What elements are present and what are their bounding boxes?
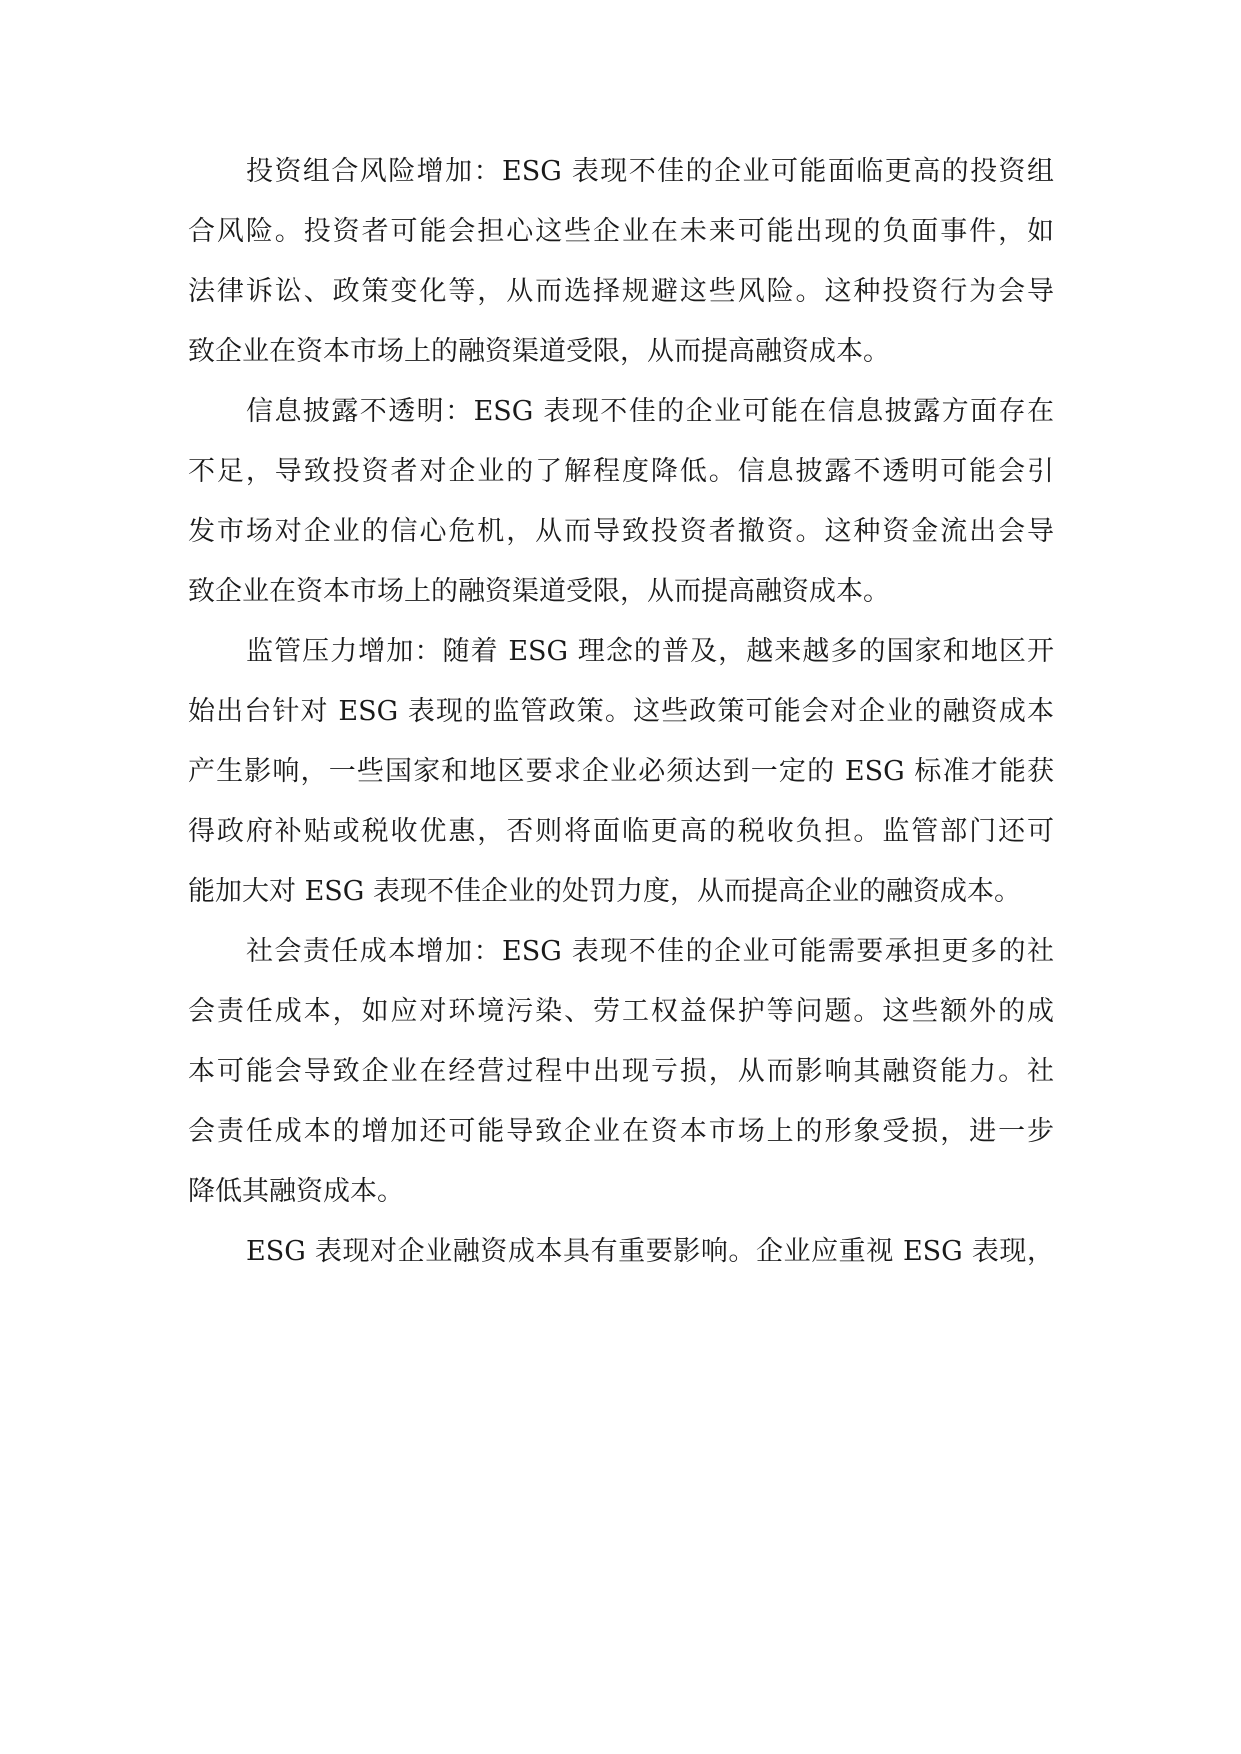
paragraph-line: 致企业在资本市场上的融资渠道受限，从而提高融资成本。 — [188, 576, 890, 607]
paragraph — [188, 622, 1054, 922]
document-body — [188, 142, 1054, 1282]
paragraph-line: 会责任成本的增加还可能导致企业在资本市场上的形象受损，进一步 — [188, 1116, 1054, 1147]
paragraph-line: 投资组合风险增加：ESG 表现不佳的企业可能面临更高的投资组 — [246, 156, 1054, 187]
paragraph-line: 发市场对企业的信心危机，从而导致投资者撤资。这种资金流出会导 — [188, 516, 1054, 547]
paragraph — [188, 142, 1054, 382]
paragraph-line: 降低其融资成本。 — [188, 1176, 404, 1207]
paragraph-line: 始出台针对 ESG 表现的监管政策。这些政策可能会对企业的融资成本 — [188, 696, 1054, 727]
paragraph-line: 合风险。投资者可能会担心这些企业在未来可能出现的负面事件，如 — [188, 216, 1054, 247]
paragraph-line: 得政府补贴或税收优惠，否则将面临更高的税收负担。监管部门还可 — [188, 816, 1054, 847]
paragraph — [188, 1222, 1054, 1282]
paragraph-line: 能加大对 ESG 表现不佳企业的处罚力度，从而提高企业的融资成本。 — [188, 876, 1021, 907]
paragraph-line: 不足，导致投资者对企业的了解程度降低。信息披露不透明可能会引 — [188, 456, 1054, 487]
paragraph-line: 信息披露不透明：ESG 表现不佳的企业可能在信息披露方面存在 — [246, 396, 1054, 427]
paragraph — [188, 382, 1054, 622]
paragraph-line: 本可能会导致企业在经营过程中出现亏损，从而影响其融资能力。社 — [188, 1056, 1054, 1087]
paragraph-line: 产生影响，一些国家和地区要求企业必须达到一定的 ESG 标准才能获 — [188, 756, 1054, 787]
paragraph-line: 致企业在资本市场上的融资渠道受限，从而提高融资成本。 — [188, 336, 890, 367]
paragraph-line: 监管压力增加：随着 ESG 理念的普及，越来越多的国家和地区开 — [246, 636, 1054, 667]
paragraph-line: 会责任成本，如应对环境污染、劳工权益保护等问题。这些额外的成 — [188, 996, 1054, 1027]
paragraph-line: ESG 表现对企业融资成本具有重要影响。企业应重视 ESG 表现， — [246, 1236, 1054, 1267]
paragraph-line: 法律诉讼、政策变化等，从而选择规避这些风险。这种投资行为会导 — [188, 276, 1054, 307]
paragraph-line: 社会责任成本增加：ESG 表现不佳的企业可能需要承担更多的社 — [246, 936, 1054, 967]
paragraph — [188, 922, 1054, 1222]
